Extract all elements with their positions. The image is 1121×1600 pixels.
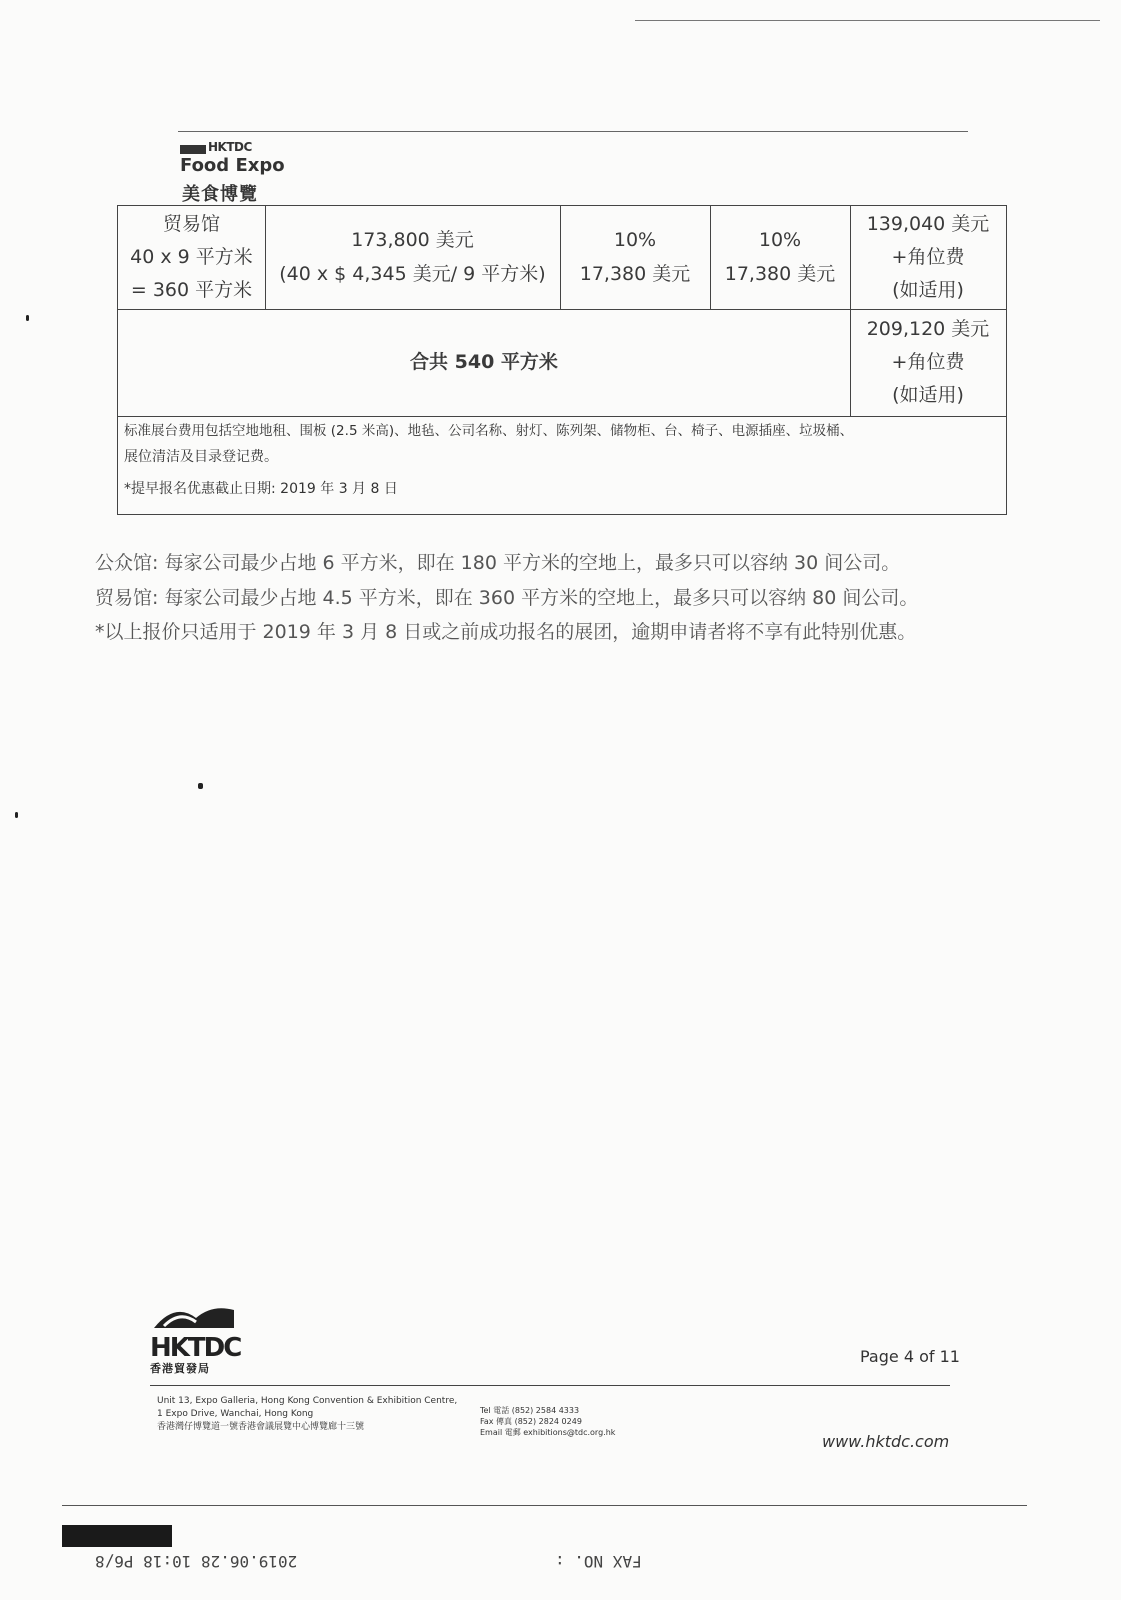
header-logo-zh: 美食博覽 <box>182 184 258 205</box>
total-corner-fee: +角位费 <box>891 350 965 373</box>
address-line-1: Unit 13, Expo Galleria, Hong Kong Convention & Exhibition Centre, <box>157 1396 458 1406</box>
grid-line <box>560 206 561 309</box>
grid-line <box>118 309 1006 310</box>
page-number: Page 4 of 11 <box>860 1347 960 1366</box>
note-line-3: *提早报名优惠截止日期: 2019 年 3 月 8 日 <box>124 481 398 497</box>
price-total: 173,800 美元 <box>351 229 474 252</box>
note-line-2: 展位清洁及目录登记费。 <box>124 449 278 465</box>
discount-2-amount: 17,380 美元 <box>724 262 836 285</box>
body-line-2: 贸易馆: 每家公司最少占地 4.5 平方米，即在 360 平方米的空地上，最多只可以容纳 80 间公司。 <box>95 587 919 609</box>
discount-2-pct: 10% <box>758 229 802 252</box>
cell-total-area <box>118 309 850 416</box>
footer-contact <box>480 1405 615 1438</box>
footer-rule <box>150 1385 950 1386</box>
body-line-3: *以上报价只适用于 2019 年 3 月 8 日或之前成功报名的展团，逾期申请者将不享有此特别优惠。 <box>95 621 917 643</box>
total-if-applicable: (如适用) <box>892 384 964 407</box>
scan-line-top <box>635 20 1100 21</box>
body-line-1: 公众馆: 每家公司最少占地 6 平方米，即在 180 平方米的空地上，最多只可以容纳 30 间公司。 <box>95 552 901 574</box>
net-price: 139,040 美元 <box>866 212 990 235</box>
cell-price <box>265 206 560 309</box>
scan-speck <box>26 315 29 321</box>
header-logo-en: Food Expo <box>180 155 285 176</box>
footer-logo-text: HKTDC <box>150 1333 241 1363</box>
discount-1-amount: 17,380 美元 <box>579 262 691 285</box>
footer-logo-zh: 香港貿發局 <box>150 1362 210 1375</box>
pricing-table <box>117 205 1007 515</box>
scan-speck <box>198 783 203 789</box>
hall-dims: 40 x 9 平方米 <box>130 245 253 268</box>
grid-line <box>710 206 711 309</box>
note-line-1: 标准展台费用包括空地地租、围板 (2.5 米高)、地毡、公司名称、射灯、陈列架、储物柜、台、椅子、电源插座、垃圾桶、 <box>124 423 854 439</box>
cell-total-price <box>850 309 1006 416</box>
footer-address <box>157 1395 457 1434</box>
total-area: 合共 540 平方米 <box>410 350 558 373</box>
table-note <box>124 418 1004 502</box>
address-line-3: 香港灣仔博覽道一號香港會議展覽中心博覽廊十三號 <box>157 1422 365 1432</box>
total-price: 209,120 美元 <box>866 317 990 340</box>
contact-email: Email 電郵 exhibitions@tdc.org.hk <box>480 1428 616 1437</box>
contact-tel: Tel 電話 (852) 2584 4333 <box>480 1406 580 1415</box>
hktdc-logo-icon <box>150 1300 240 1332</box>
header-rule <box>178 131 968 132</box>
cell-hall <box>118 206 265 309</box>
fax-header-right: FAX NO. : <box>555 1552 642 1571</box>
cell-discount-1 <box>560 206 710 309</box>
price-formula: (40 x $ 4,345 美元/ 9 平方米) <box>279 262 546 285</box>
footer-website: www.hktdc.com <box>822 1432 950 1451</box>
cell-discount-2 <box>710 206 850 309</box>
cell-net-price <box>850 206 1006 309</box>
header-logo-small: HKTDC <box>208 140 252 154</box>
hktdc-logo-icon <box>180 145 206 154</box>
corner-fee: +角位费 <box>891 245 965 268</box>
discount-1-pct: 10% <box>613 229 657 252</box>
hktdc-footer-logo <box>150 1300 240 1375</box>
address-line-2: 1 Expo Drive, Wanchai, Hong Kong <box>157 1409 314 1419</box>
hall-name: 贸易馆 <box>162 212 220 235</box>
redaction-block <box>62 1525 172 1547</box>
fax-header-left: 2019.06.28 10:18 P6/8 <box>95 1552 298 1571</box>
grid-line <box>850 206 851 416</box>
grid-line <box>118 416 1006 417</box>
if-applicable: (如适用) <box>892 279 964 302</box>
scan-speck <box>15 812 18 818</box>
grid-line <box>265 206 266 309</box>
contact-fax: Fax 傳真 (852) 2824 0249 <box>480 1417 582 1426</box>
fax-rule <box>62 1505 1027 1506</box>
hall-area: = 360 平方米 <box>130 279 253 302</box>
